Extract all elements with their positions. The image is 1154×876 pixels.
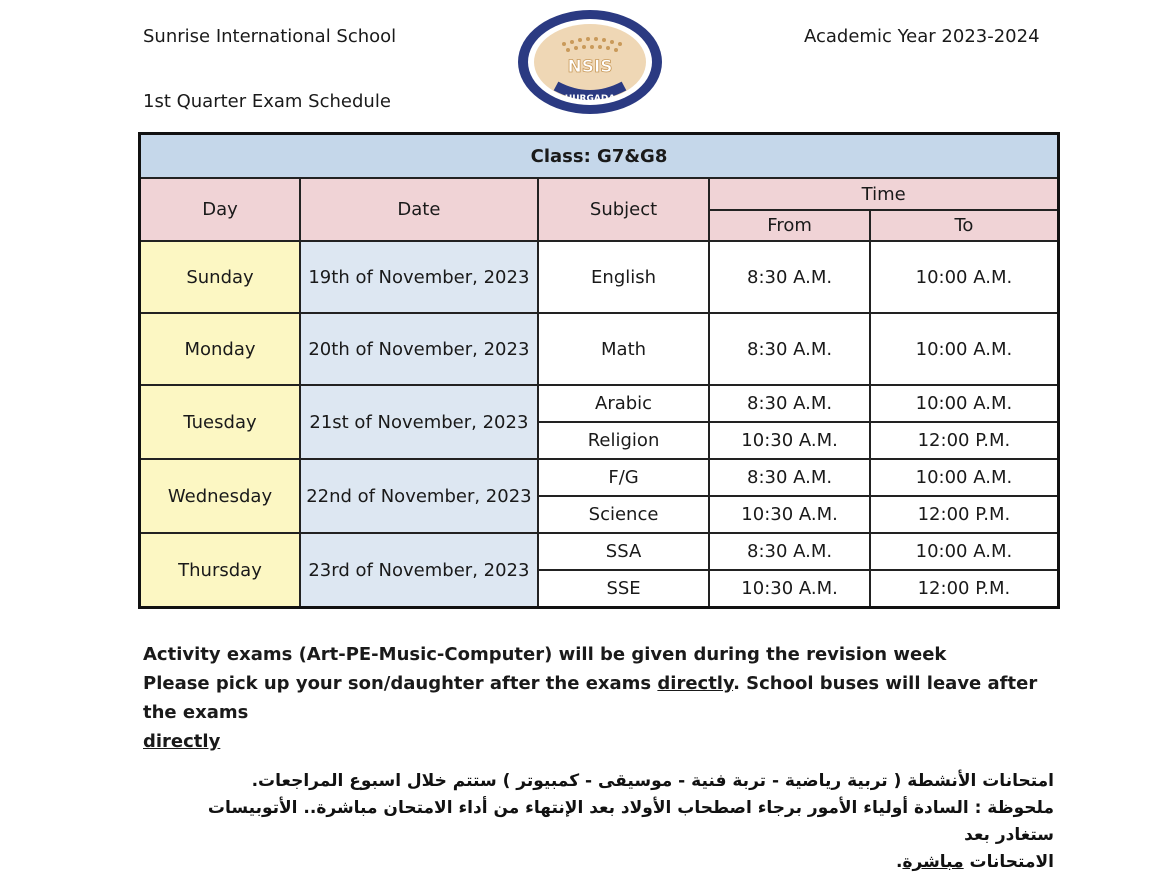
subject-cell: Religion (538, 422, 710, 459)
to-cell: 10:00 A.M. (870, 241, 1059, 313)
date-cell: 23rd of November, 2023 (300, 533, 538, 608)
day-cell: Monday (140, 313, 301, 385)
to-cell: 12:00 P.M. (870, 496, 1059, 533)
activity-exams-note: Activity exams (Art-PE-Music-Computer) will be given during the revision week (143, 644, 947, 665)
date-cell: 19th of November, 2023 (300, 241, 538, 313)
subject-cell: English (538, 241, 710, 313)
to-cell: 10:00 A.M. (870, 459, 1059, 496)
date-cell: 21st of November, 2023 (300, 385, 538, 459)
from-cell: 8:30 A.M. (709, 241, 870, 313)
from-cell: 10:30 A.M. (709, 496, 870, 533)
school-logo (516, 8, 664, 116)
from-cell: 8:30 A.M. (709, 313, 870, 385)
from-header: From (709, 210, 870, 241)
pickup-note-end (143, 727, 1043, 756)
to-cell: 10:00 A.M. (870, 313, 1059, 385)
day-cell: Tuesday (140, 385, 301, 459)
arabic-notes (194, 768, 1054, 876)
arabic-activity-note: امتحانات الأنشطة ( تربية رياضية - تربة فنية - موسيقى - كمبيوتر ) ستتم خلال اسبوع المراجعات. (251, 771, 1054, 791)
subject-cell: Math (538, 313, 710, 385)
subject-cell: F/G (538, 459, 710, 496)
class-row (140, 134, 1059, 179)
directly-underlined-2: directly (143, 731, 221, 752)
pickup-note-text-2: . School buses will leave after the exams (143, 673, 1038, 723)
arabic-exams-word: الامتحانات (963, 852, 1054, 872)
arabic-period: . (895, 852, 903, 872)
time-header: Time (709, 178, 1058, 210)
table-row (140, 241, 1059, 313)
directly-underlined: directly (657, 673, 734, 694)
english-notes (143, 640, 1043, 756)
school-name: Sunrise International School (143, 26, 397, 47)
to-cell: 10:00 A.M. (870, 533, 1059, 570)
table-row (140, 459, 1059, 496)
subject-cell: Arabic (538, 385, 710, 422)
to-header: To (870, 210, 1059, 241)
from-cell: 8:30 A.M. (709, 385, 870, 422)
date-header: Date (300, 178, 538, 241)
date-cell: 20th of November, 2023 (300, 313, 538, 385)
from-cell: 8:30 A.M. (709, 459, 870, 496)
date-cell: 22nd of November, 2023 (300, 459, 538, 533)
arabic-pickup-note: ملحوظة : السادة أولياء الأمور برجاء اصطحاب الأولاد بعد الإنتهاء من أداء الامتحان مباشرة.. الأتوبيسات ستغادر بعد (207, 798, 1054, 845)
to-cell: 12:00 P.M. (870, 422, 1059, 459)
logo-city: HURGADA (564, 94, 616, 104)
arabic-directly-underlined: مباشرة (902, 852, 964, 872)
table-row (140, 385, 1059, 422)
subject-header: Subject (538, 178, 710, 241)
pickup-note-text: Please pick up your son/daughter after the exams (143, 673, 658, 694)
header-row (140, 178, 1059, 210)
table-row (140, 533, 1059, 570)
day-cell: Sunday (140, 241, 301, 313)
subject-cell: SSE (538, 570, 710, 608)
schedule-title: 1st Quarter Exam Schedule (143, 91, 391, 112)
logo-text: NSIS (567, 57, 613, 77)
exam-schedule-table (138, 132, 1060, 609)
day-cell: Wednesday (140, 459, 301, 533)
day-cell: Thursday (140, 533, 301, 608)
to-cell: 10:00 A.M. (870, 385, 1059, 422)
academic-year: Academic Year 2023-2024 (804, 26, 1040, 47)
from-cell: 8:30 A.M. (709, 533, 870, 570)
subject-cell: Science (538, 496, 710, 533)
arabic-pickup-note-end (194, 849, 1054, 876)
to-cell: 12:00 P.M. (870, 570, 1059, 608)
class-label: Class: G7&G8 (140, 134, 1059, 179)
from-cell: 10:30 A.M. (709, 570, 870, 608)
day-header: Day (140, 178, 301, 241)
subject-cell: SSA (538, 533, 710, 570)
table-row (140, 313, 1059, 385)
pickup-note (143, 669, 1043, 727)
from-cell: 10:30 A.M. (709, 422, 870, 459)
